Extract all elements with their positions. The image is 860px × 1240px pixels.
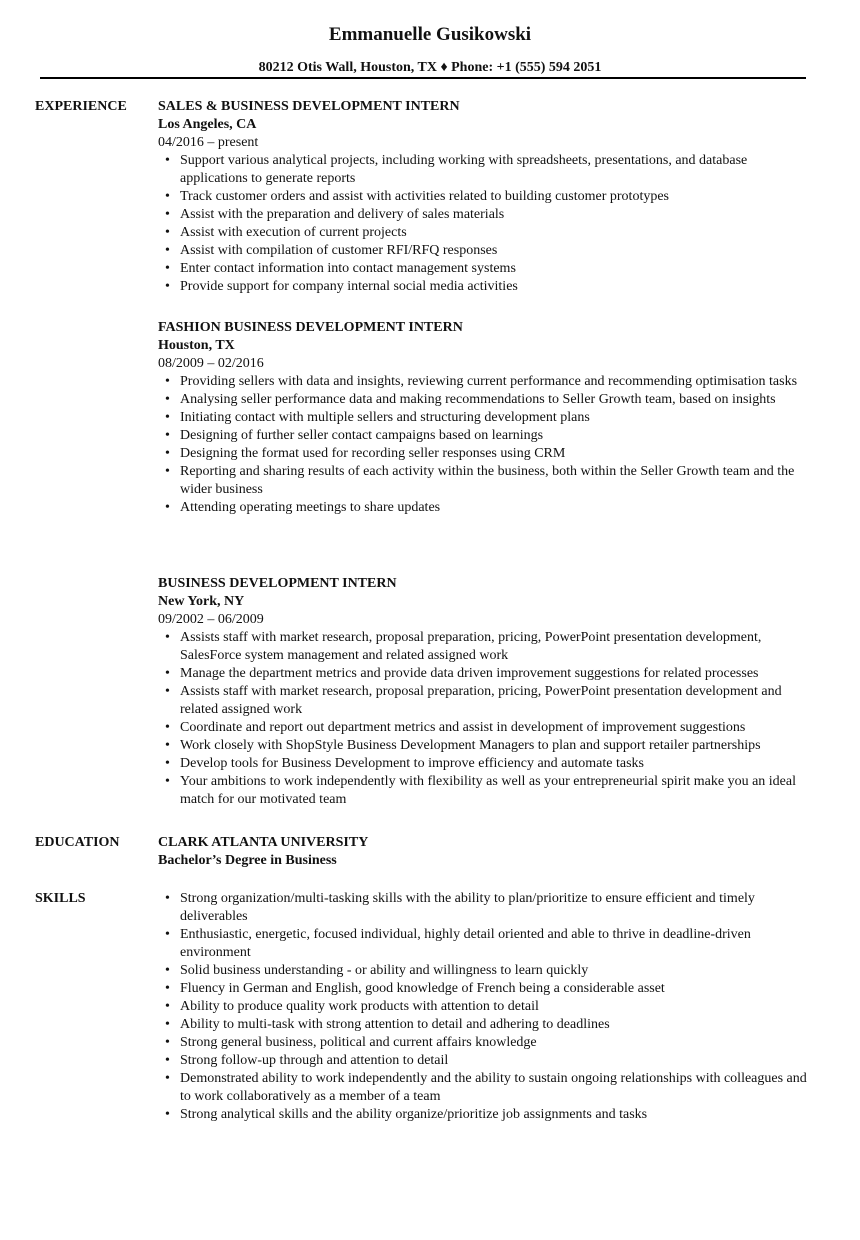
job-bullets — [158, 152, 818, 296]
bullet-item: • Provide support for company internal social media activities — [180, 278, 818, 296]
bullet-item: • Designing the format used for recording seller responses using CRM — [180, 445, 818, 463]
job-location: Houston, TX — [158, 338, 235, 353]
bullet-item: • Assist with execution of current projects — [180, 224, 818, 242]
skill-item: • Enthusiastic, energetic, focused individual, highly detail oriented and able to thrive in deadline-driven environment — [180, 926, 818, 962]
job-entry — [158, 98, 818, 296]
job-dates: 09/2002 – 06/2009 — [158, 612, 264, 627]
bullet-item: • Work closely with ShopStyle Business Development Managers to plan and support retailer partnerships — [180, 737, 818, 755]
bullet-item: • Track customer orders and assist with activities related to building customer prototypes — [180, 188, 818, 206]
skill-item: • Ability to multi-task with strong attention to detail and adhering to deadlines — [180, 1016, 818, 1034]
skill-item: • Solid business understanding - or ability and willingness to learn quickly — [180, 962, 818, 980]
job-entry — [158, 319, 818, 517]
header-divider — [40, 77, 806, 79]
bullet-item: • Enter contact information into contact management systems — [180, 260, 818, 278]
job-title: BUSINESS DEVELOPMENT INTERN — [158, 576, 397, 591]
job-entry — [158, 575, 818, 809]
bullet-item: • Manage the department metrics and provide data driven improvement suggestions for related processes — [180, 665, 818, 683]
bullet-item: • Assists staff with market research, proposal preparation, pricing, PowerPoint presentation development, SalesForce system management and related assigned work — [180, 629, 818, 665]
bullet-item: • Analysing seller performance data and making recommendations to Seller Growth team, based on insights — [180, 391, 818, 409]
skill-item: • Ability to produce quality work products with attention to detail — [180, 998, 818, 1016]
bullet-item: • Assists staff with market research, proposal preparation, pricing, PowerPoint presentation development and related assigned work — [180, 683, 818, 719]
bullet-item: • Coordinate and report out department metrics and assist in development of improvement suggestions — [180, 719, 818, 737]
skill-item: • Strong follow-up through and attention to detail — [180, 1052, 818, 1070]
job-bullets — [158, 373, 818, 517]
skill-item: • Fluency in German and English, good knowledge of French being a considerable asset — [180, 980, 818, 998]
skill-item: • Strong general business, political and current affairs knowledge — [180, 1034, 818, 1052]
bullet-item: • Develop tools for Business Development to improve efficiency and automate tasks — [180, 755, 818, 773]
job-bullets — [158, 629, 818, 809]
job-location: Los Angeles, CA — [158, 117, 257, 132]
skills-list — [158, 890, 818, 1124]
bullet-item: • Assist with compilation of customer RFI/RFQ responses — [180, 242, 818, 260]
skill-item: • Demonstrated ability to work independently and the ability to sustain ongoing relationships with colleagues and to work collaboratively as a member of a team — [180, 1070, 818, 1106]
job-dates: 04/2016 – present — [158, 135, 259, 150]
section-label-skills: SKILLS — [35, 891, 86, 906]
skill-item: • Strong analytical skills and the ability organize/prioritize job assignments and tasks — [180, 1106, 818, 1124]
bullet-item: • Support various analytical projects, including working with spreadsheets, presentations, and database applications to generate reports — [180, 152, 818, 188]
section-label-experience: EXPERIENCE — [35, 99, 127, 114]
bullet-item: • Reporting and sharing results of each activity within the business, both within the Seller Growth team and the wider business — [180, 463, 818, 499]
bullet-item: • Providing sellers with data and insights, reviewing current performance and recommending optimisation tasks — [180, 373, 818, 391]
section-label-education: EDUCATION — [35, 835, 120, 850]
bullet-item: • Assist with the preparation and delivery of sales materials — [180, 206, 818, 224]
bullet-item: • Attending operating meetings to share updates — [180, 499, 818, 517]
degree: Bachelor’s Degree in Business — [158, 853, 337, 868]
skill-item: • Strong organization/multi-tasking skills with the ability to plan/prioritize to ensure efficient and timely deliverables — [180, 890, 818, 926]
candidate-name: Emmanuelle Gusikowski — [328, 24, 532, 45]
job-dates: 08/2009 – 02/2016 — [158, 356, 264, 371]
job-title: SALES & BUSINESS DEVELOPMENT INTERN — [158, 99, 460, 114]
job-location: New York, NY — [158, 594, 245, 609]
education-entry — [158, 834, 818, 870]
bullet-item: • Initiating contact with multiple sellers and structuring development plans — [180, 409, 818, 427]
school-name: CLARK ATLANTA UNIVERSITY — [158, 835, 369, 850]
contact-line: 80212 Otis Wall, Houston, TX ♦ Phone: +1 (555) 594 2051 — [258, 60, 602, 75]
skills-list-container — [158, 890, 818, 1124]
bullet-item: • Your ambitions to work independently with flexibility as well as your entrepreneurial spirit make you an ideal match for our motivated team — [180, 773, 818, 809]
job-title: FASHION BUSINESS DEVELOPMENT INTERN — [158, 320, 463, 335]
bullet-item: • Designing of further seller contact campaigns based on learnings — [180, 427, 818, 445]
